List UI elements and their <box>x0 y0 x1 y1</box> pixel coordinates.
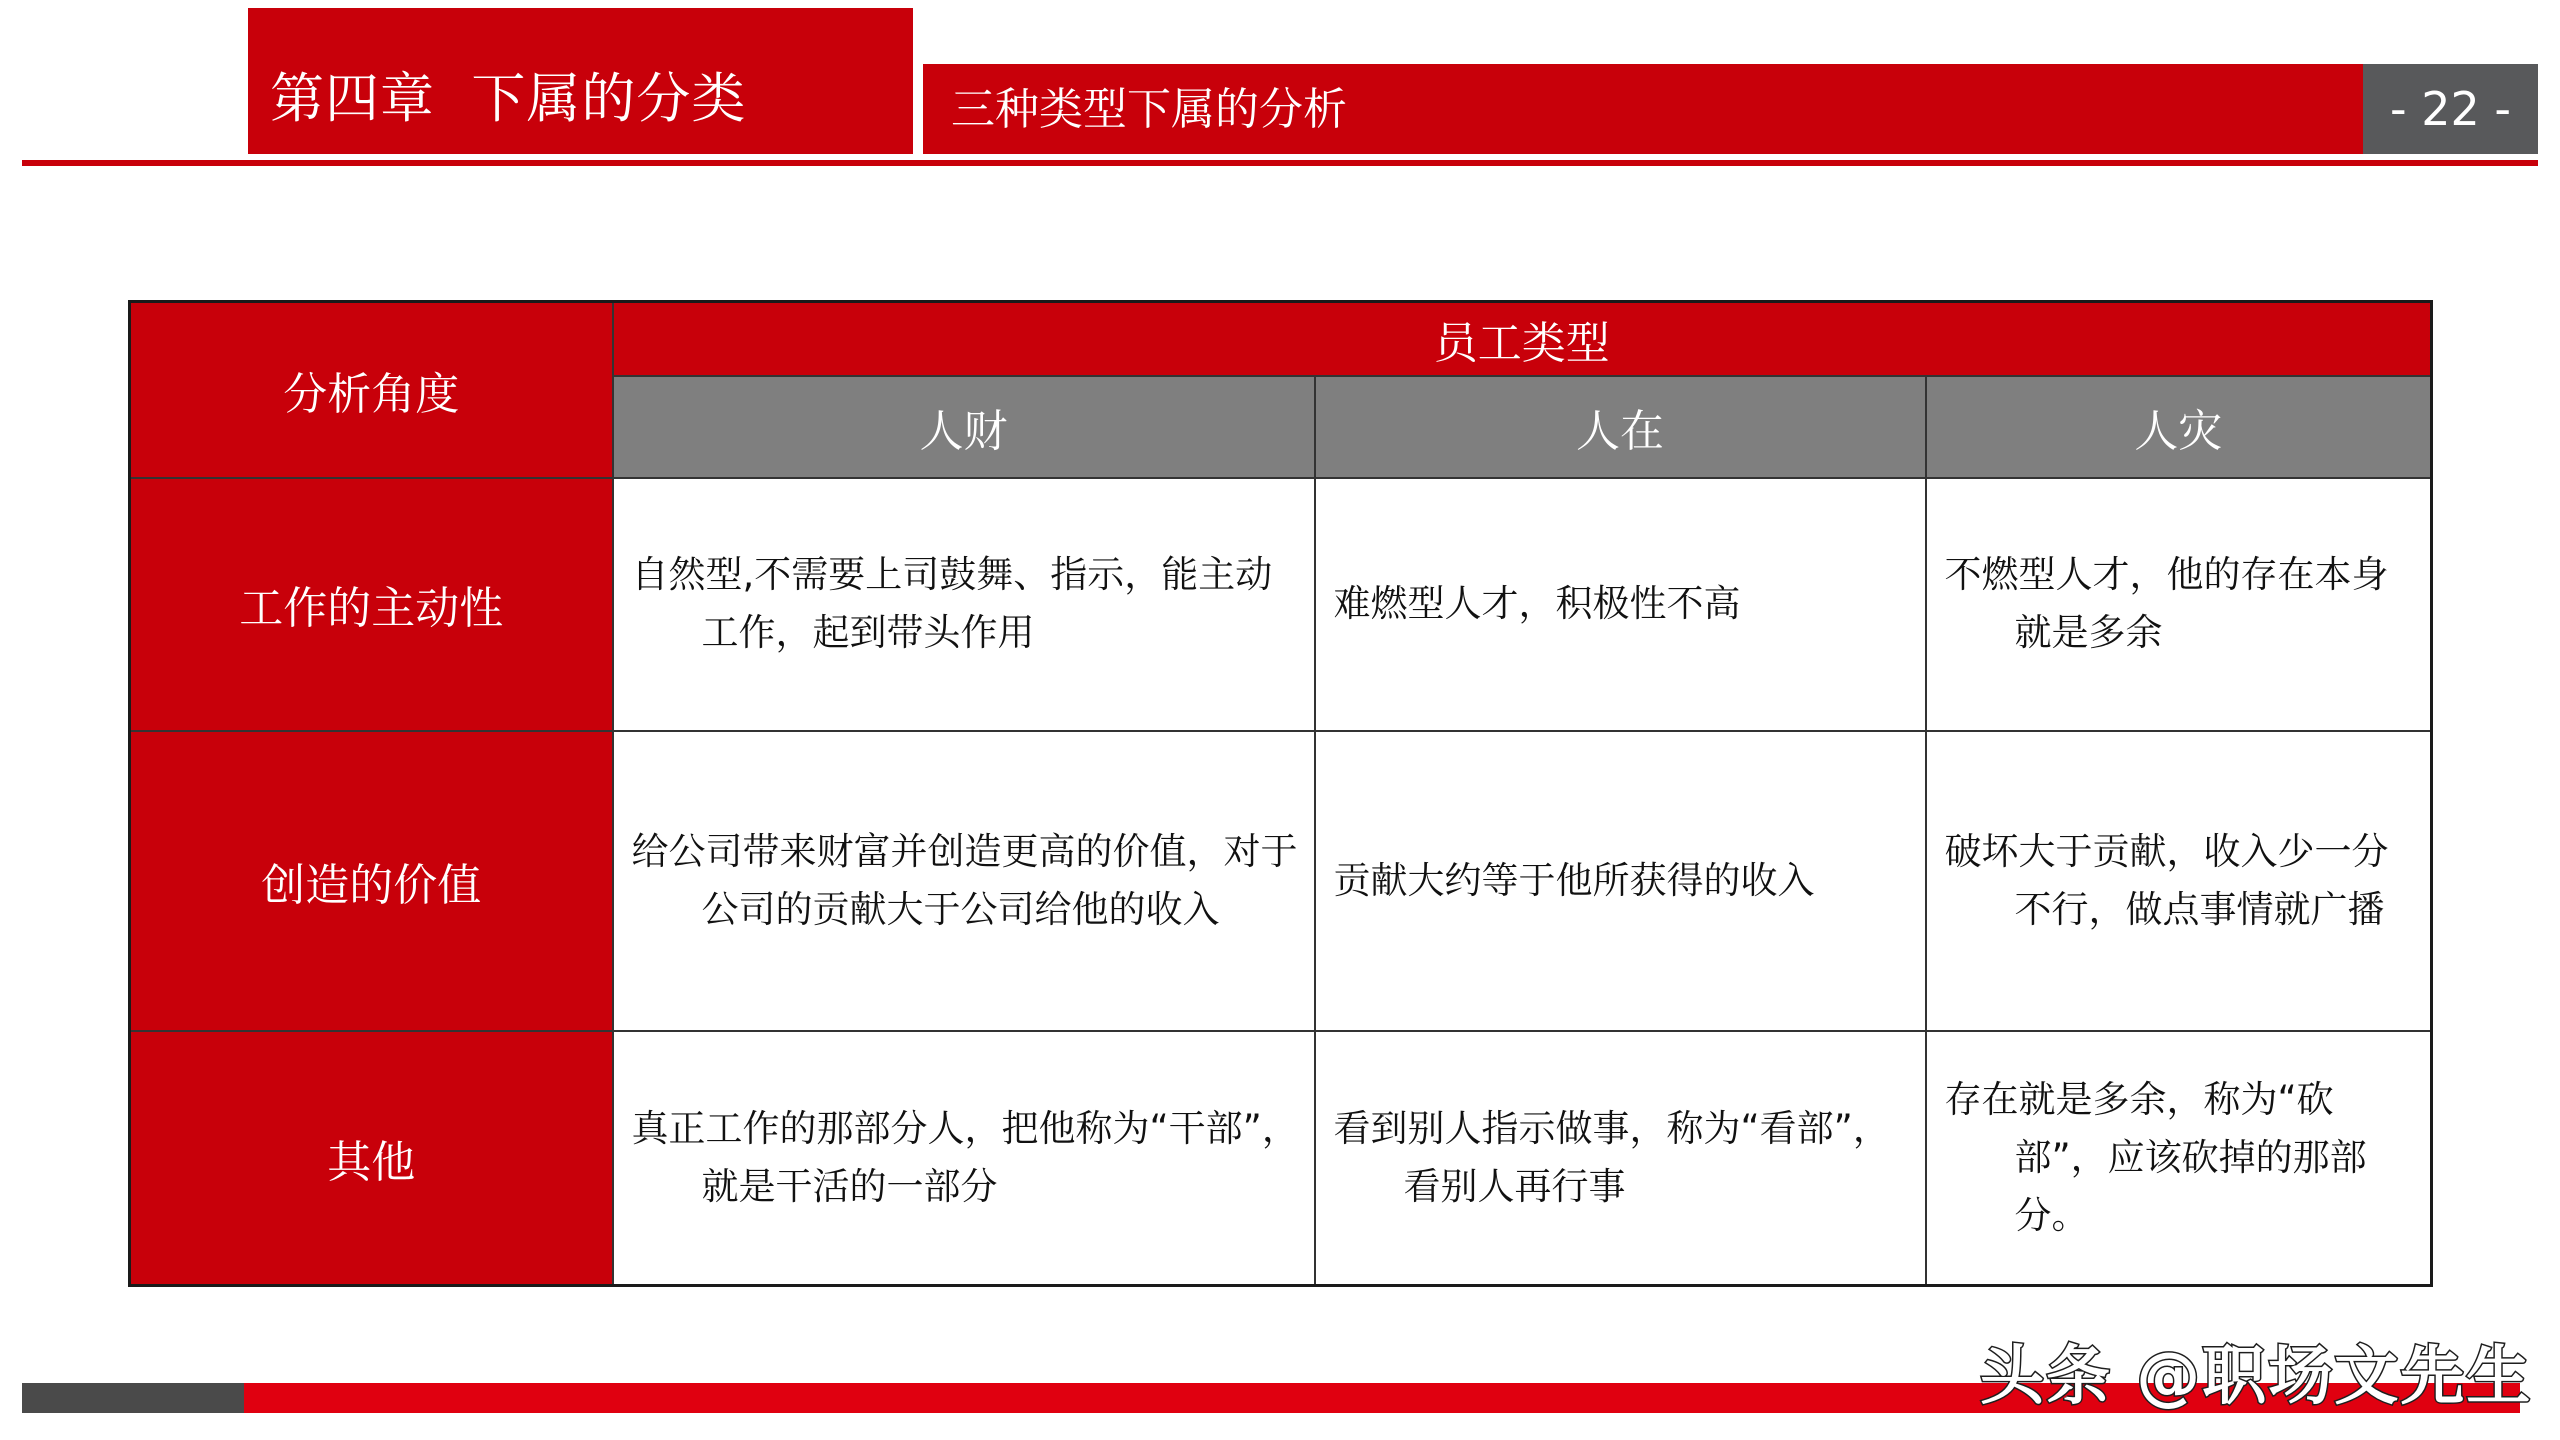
section-title-bar <box>923 64 2363 154</box>
column-header-rencai: 人财 <box>613 376 1315 478</box>
table-cell: 真正工作的那部分人，把他称为“干部”，就是干活的一部分 <box>613 1031 1315 1286</box>
chapter-title: 第四章 下属的分类 <box>270 67 747 130</box>
column-header-renzai: 人在 <box>1315 376 1926 478</box>
row-label-initiative: 工作的主动性 <box>130 478 613 731</box>
section-title: 三种类型下属的分析 <box>951 84 1347 135</box>
footer-grey-bar <box>22 1383 244 1413</box>
row-label-value: 创造的价值 <box>130 731 613 1031</box>
table-cell: 存在就是多余，称为“砍部”，应该砍掉的那部分。 <box>1926 1031 2432 1286</box>
table-cell: 贡献大约等于他所获得的收入 <box>1315 731 1926 1031</box>
table-cell: 破坏大于贡献，收入少一分不行，做点事情就广播 <box>1926 731 2432 1031</box>
table-row <box>130 1031 2432 1286</box>
subordinate-types-table <box>128 300 2433 1287</box>
row-label-other: 其他 <box>130 1031 613 1286</box>
page-number: - 22 - <box>2363 64 2538 154</box>
column-header-renzai-disaster: 人灾 <box>1926 376 2432 478</box>
table-cell: 自然型,不需要上司鼓舞、指示，能主动工作，起到带头作用 <box>613 478 1315 731</box>
table-cell: 不燃型人才，他的存在本身就是多余 <box>1926 478 2432 731</box>
watermark: 头条 @职场文先生 <box>1980 1340 2533 1414</box>
corner-header: 分析角度 <box>130 302 613 478</box>
header-divider <box>22 160 2538 166</box>
group-header: 员工类型 <box>613 302 2432 376</box>
table-cell: 给公司带来财富并创造更高的价值，对于公司的贡献大于公司给他的收入 <box>613 731 1315 1031</box>
table-cell: 难燃型人才，积极性不高 <box>1315 478 1926 731</box>
chapter-title-box <box>248 8 913 154</box>
table-cell: 看到别人指示做事，称为“看部”，看别人再行事 <box>1315 1031 1926 1286</box>
table-row <box>130 731 2432 1031</box>
table-row <box>130 478 2432 731</box>
